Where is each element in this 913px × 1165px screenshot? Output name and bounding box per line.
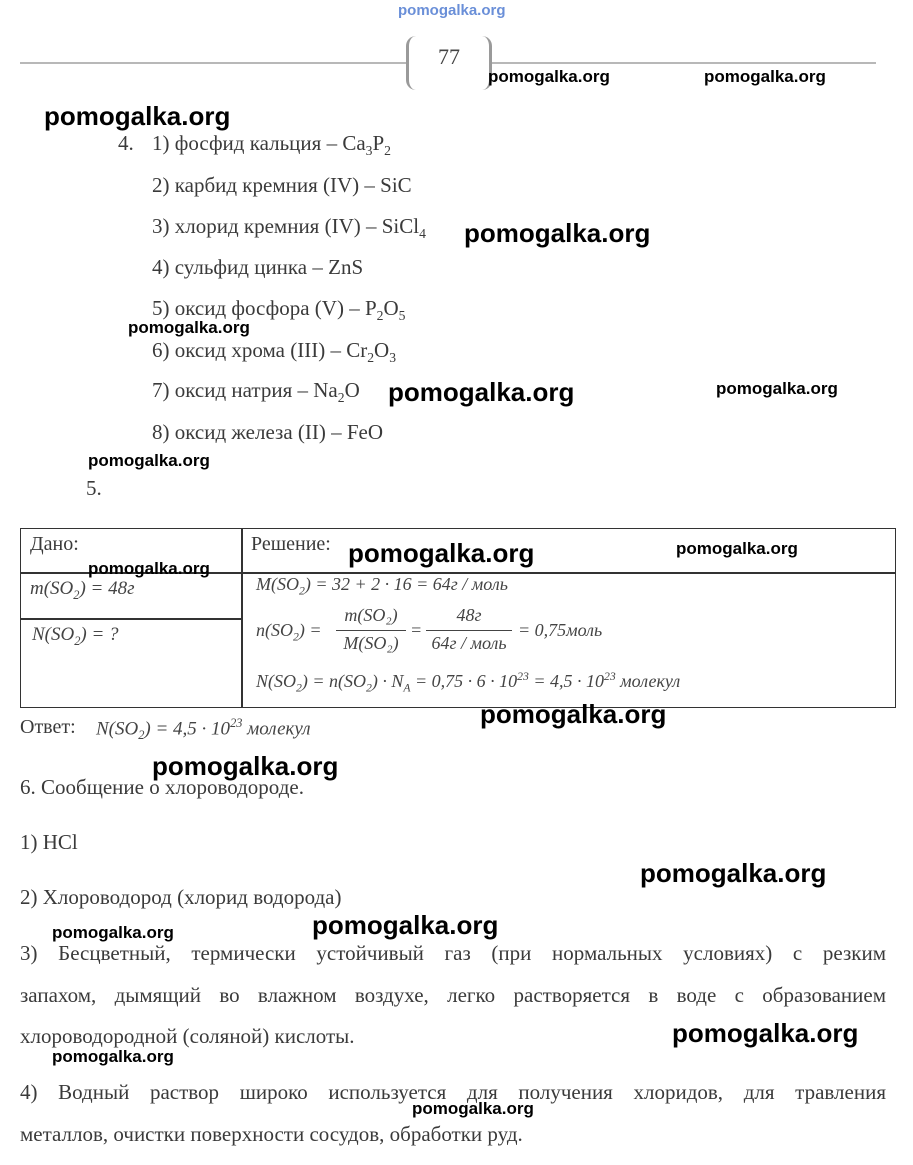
- task6-point-4-line-2: металлов, очистки поверхности сосудов, обработки руд.: [20, 1122, 523, 1146]
- equals-sign: =: [410, 620, 423, 640]
- given-rule: [21, 618, 242, 620]
- moles-line-lhs: $n(SO_2)$ =: [256, 620, 322, 644]
- watermark: pomogalka.org: [716, 379, 838, 398]
- task4-item-8: 8) оксид железа (II) – FeO: [152, 420, 384, 444]
- watermark: pomogalka.org: [128, 318, 250, 337]
- task5-number: 5.: [86, 476, 102, 500]
- watermark: pomogalka.org: [640, 858, 827, 888]
- watermark: pomogalka.org: [52, 923, 174, 942]
- watermark: pomogalka.org: [672, 1018, 859, 1048]
- frac1-bar: [336, 630, 406, 631]
- task6-title: 6. Сообщение о хлороводороде.: [20, 775, 304, 799]
- watermark: pomogalka.org: [464, 218, 651, 248]
- watermark: pomogalka.org: [488, 67, 610, 86]
- molar-mass-line: $M(SO_2) = 32 + 2 \cdot 16 = 64г$ / моль: [256, 574, 508, 598]
- task4-item-3: 3) хлорид кремния (IV) – SiCl$_4$: [152, 214, 426, 242]
- top-watermark: pomogalka.org: [398, 2, 506, 19]
- task4-number: 4.: [118, 131, 134, 155]
- molecules-line: $N(SO_2) = n(SO_2) \cdot N_A = 0,75 \cdot 6 \cdot 10^{23} = 4,5 \cdot 10^{23}$ молекул: [256, 670, 681, 695]
- task6-point-1: 1) HCl: [20, 830, 78, 854]
- frac2-denominator: 64г / моль: [431, 633, 507, 653]
- watermark: pomogalka.org: [676, 539, 798, 558]
- answer-label: Ответ:: [20, 716, 76, 738]
- task4-item-6: 6) оксид хрома $(III) - Cr_2O_3$: [152, 338, 397, 366]
- watermark: pomogalka.org: [52, 1047, 174, 1066]
- task4-item-5: 5) оксид фосфора $(V) - P_2O_5$: [152, 296, 406, 324]
- watermark: pomogalka.org: [88, 559, 210, 578]
- watermark: pomogalka.org: [480, 699, 667, 729]
- task6-point-2: 2) Хлороводород (хлорид водорода): [20, 885, 342, 909]
- task6-point-3-line-2: запахом, дымящий во влажном воздухе, легко растворяется в воде с образованием: [20, 983, 886, 1007]
- watermark: pomogalka.org: [388, 377, 575, 407]
- task6-point-4-line-1: 4) Водный раствор широко используется для получения хлоридов, для травления: [20, 1080, 886, 1104]
- page-number: 77: [438, 44, 460, 69]
- given-mass: $m(SO_2) = 48г$: [30, 578, 135, 602]
- watermark: pomogalka.org: [152, 751, 339, 781]
- frac1-denominator: M(SO₂): [343, 633, 399, 653]
- solution-header: Решение:: [251, 533, 331, 555]
- watermark: pomogalka.org: [88, 451, 210, 470]
- watermark: pomogalka.org: [312, 910, 499, 940]
- given-unknown: $N(SO_2)$ = ?: [32, 624, 119, 648]
- frac2-numerator: 48г: [456, 605, 482, 625]
- task4-item-1: 1) фосфид кальция – $Ca_3P_2$: [152, 131, 391, 159]
- frac2-bar: [426, 630, 512, 631]
- moles-result: = 0,75моль: [518, 620, 603, 640]
- task6-point-3-line-3: хлороводородной (соляной) кислоты.: [20, 1024, 355, 1048]
- watermark: pomogalka.org: [704, 67, 826, 86]
- watermark: pomogalka.org: [44, 101, 231, 131]
- given-header: Дано:: [30, 533, 79, 555]
- task4-item-7: 7) оксид натрия – $Na_2O$: [152, 378, 360, 406]
- watermark: pomogalka.org: [412, 1099, 534, 1118]
- task4-item-2: 2) карбид кремния (IV) – SiC: [152, 173, 412, 197]
- watermark: pomogalka.org: [348, 538, 535, 568]
- task4-item-4: 4) сульфид цинка – ZnS: [152, 255, 364, 279]
- frac1-numerator: m(SO₂): [344, 605, 398, 625]
- task6-point-3-line-1: 3) Бесцветный, термически устойчивый газ (при нормальных условиях) с резким: [20, 941, 886, 965]
- answer-value: $N(SO_2) = 4,5 \cdot 10^{23}$ молекул: [96, 716, 311, 743]
